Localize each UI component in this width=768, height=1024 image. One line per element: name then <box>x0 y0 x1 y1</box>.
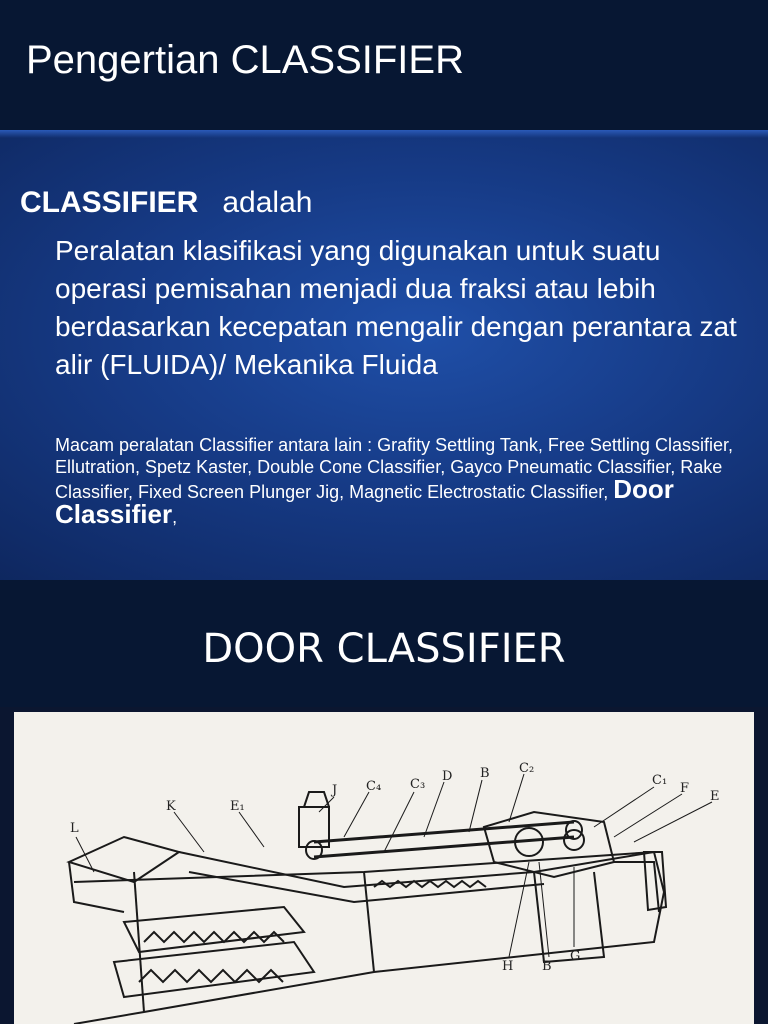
list-trailing-comma: , <box>172 507 178 527</box>
callout-label-K: K <box>166 799 176 814</box>
slide-title: Pengertian CLASSIFIER <box>26 38 464 82</box>
callout-label-D: D <box>442 769 453 784</box>
callout-label-L: L <box>70 821 79 836</box>
callout-label-C1: C₁ <box>652 773 668 788</box>
callout-label-B-bottom: B <box>542 959 552 974</box>
section-heading: DOOR CLASSIFIER <box>202 626 566 672</box>
equipment-list-text: Macam peralatan Classifier antara lain : Grafity Settling Tank, Free Settling Classifier, Ellutration, Spetz Kaster, Double Cone Classifier, Gayco Pneumatic Classifier, Rake Classifier, Fixed Screen Plunger Jig, Magnetic Electrostatic Classifier, <box>55 435 733 502</box>
callout-label-E: E <box>710 789 720 804</box>
door-classifier-highlight: Door Classifier <box>55 474 674 529</box>
section-heading-band <box>0 580 768 707</box>
lead-verb: adalah <box>222 186 313 219</box>
lead-term: CLASSIFIER <box>20 186 199 219</box>
slide-body-panel <box>0 130 768 580</box>
callout-label-E1: E₁ <box>230 799 245 814</box>
door-classifier-diagram <box>14 712 754 1024</box>
callout-label-B-top: B <box>480 766 490 781</box>
callout-label-G: G <box>570 949 581 964</box>
equipment-list <box>55 434 745 528</box>
callout-label-J: J <box>332 783 338 798</box>
slide-title-band <box>0 0 768 130</box>
callout-label-C4: C₄ <box>366 779 382 794</box>
definition-text: Peralatan klasifikasi yang digunakan untuk suatu operasi pemisahan menjadi dua fraksi atau lebih berdasarkan kecepatan mengalir dengan perantara zat alir (FLUIDA)/ Mekanika Fluida <box>55 235 737 380</box>
callout-label-H: H <box>502 959 514 974</box>
callout-label-F: F <box>680 781 690 796</box>
callout-label-C3: C₃ <box>410 777 426 792</box>
diagram-illustration <box>14 712 754 1024</box>
callout-label-C2: C₂ <box>519 761 535 776</box>
lead-line <box>20 186 312 220</box>
